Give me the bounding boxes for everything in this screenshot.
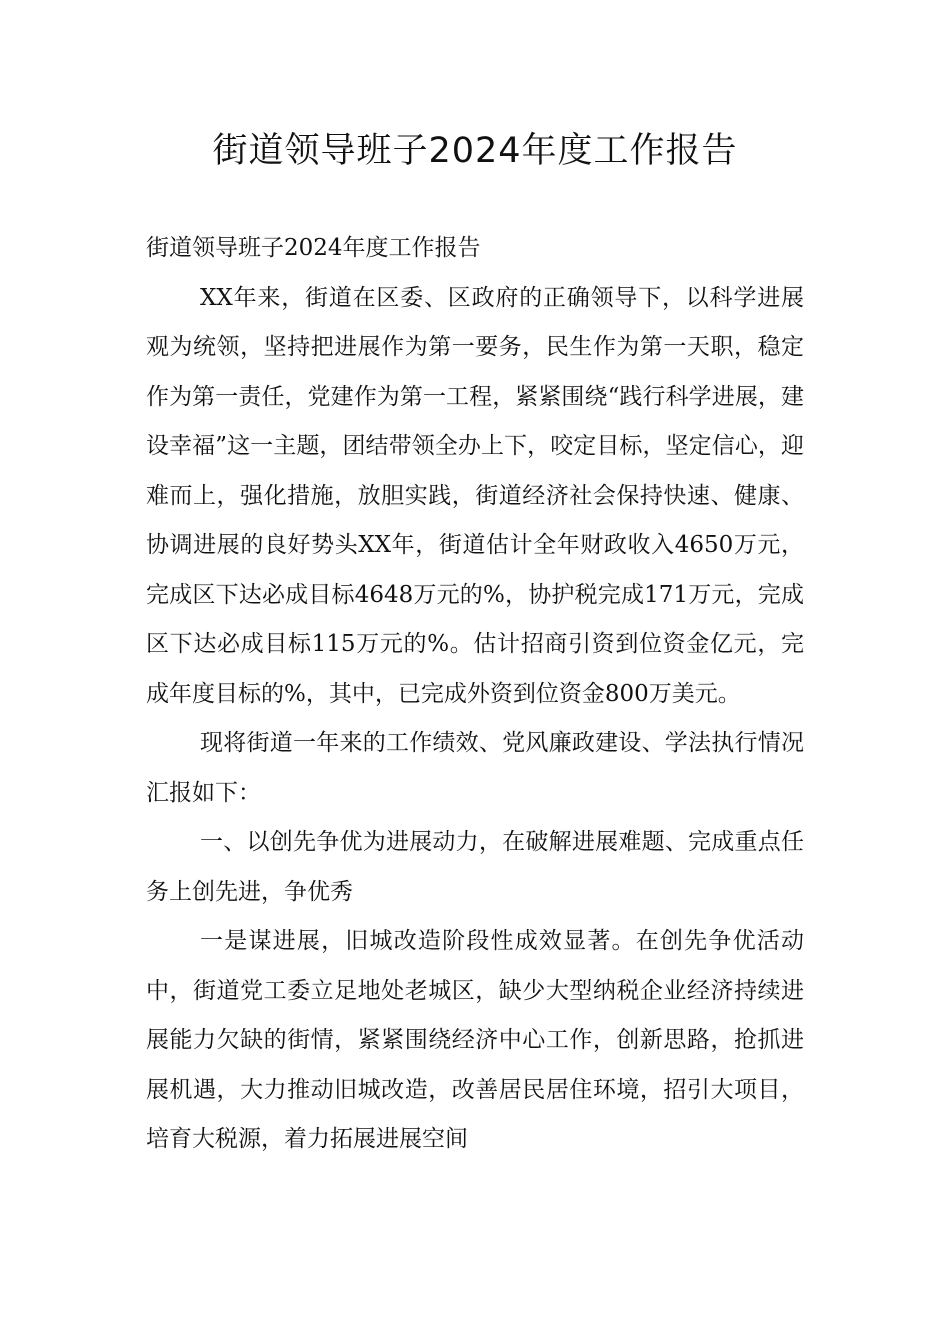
document-title: 街道领导班子2024年度工作报告 [212, 131, 738, 171]
intro-paragraph: XX年来，街道在区委、区政府的正确领导下，以科学进展观为统领，坚持把进展作为第一要务，民生作为第一天职，稳定作为第一责任，党建作为第一工程，紧紧围绕“践行科学进展，建设幸福”这一主题，团结带领全办上下，咬定目标，坚定信心，迎难而上，强化措施，放胆实践，街道经济社会保持快速、健康、协调进展的良好势头XX年，街道估计全年财政收入4650万元，完成区下达必成目标4648万元的%，协护税完成171万元，完成区下达必成目标115万元的%。估计招商引资到位资金亿元，完成年度目标的%，其中，已完成外资到位资金800万美元。 [146, 284, 804, 707]
document-body [146, 224, 804, 1165]
summary-paragraph: 现将街道一年来的工作绩效、党风廉政建设、学法执行情况汇报如下： [146, 730, 804, 806]
report-heading-line: 街道领导班子2024年度工作报告 [146, 235, 481, 261]
section-one-heading: 一、以创先争优为进展动力，在破解进展难题、完成重点任务上创先进，争优秀 [146, 829, 804, 905]
section-one-paragraph: 一是谋进展，旧城改造阶段性成效显著。在创先争优活动中，街道党工委立足地处老城区，缺少大型纳税企业经济持续进展能力欠缺的街情，紧紧围绕经济中心工作，创新思路，抢抓进展机遇，大力推动旧城改造，改善居民居住环境，招引大项目，培育大税源，着力拓展进展空间 [146, 928, 804, 1152]
